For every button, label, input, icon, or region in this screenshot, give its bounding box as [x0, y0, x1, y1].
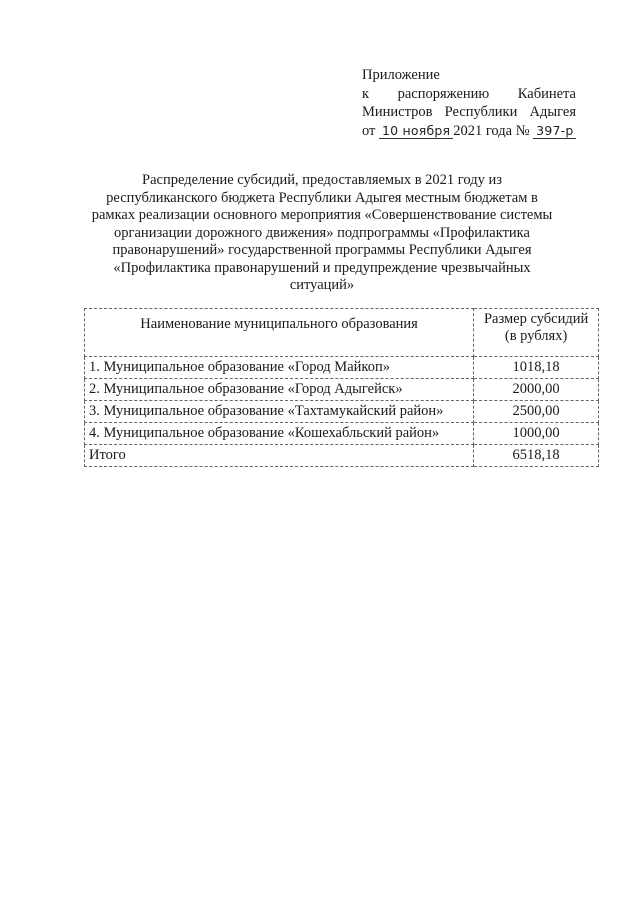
header-amount-line2: (в рублях)	[504, 328, 568, 344]
row-name: 1. Муниципальное образование «Город Майкоп»	[85, 357, 474, 379]
handwritten-number: 397-р	[533, 123, 576, 139]
appendix-line-2	[362, 85, 576, 104]
table-header-row	[85, 309, 599, 357]
subsidy-table	[84, 308, 599, 467]
table-row	[85, 357, 599, 379]
row-name: 2. Муниципальное образование «Город Адыгейск»	[85, 379, 474, 401]
title-line: Распределение субсидий, предоставляемых в 2021 году из	[142, 172, 502, 188]
appendix-label: Приложение	[362, 67, 440, 83]
row-amount: 1018,18	[474, 357, 599, 379]
handwritten-date: 10 ноября	[379, 123, 453, 139]
title-line: ситуаций»	[289, 277, 355, 293]
appendix-word: к	[362, 85, 370, 102]
total-label: Итого	[85, 445, 474, 467]
appendix-word: Кабинета	[517, 85, 576, 102]
appendix-line-3	[362, 103, 576, 122]
title-line: организации дорожного движения» подпрограммы «Профилактика	[114, 224, 530, 241]
title-line: республиканского бюджета Республики Адыгея местным бюджетам в	[106, 189, 538, 206]
date-prefix: от	[362, 122, 376, 139]
row-amount: 1000,00	[474, 423, 599, 445]
appendix-date-line	[362, 122, 576, 141]
table-row	[85, 379, 599, 401]
row-name: 3. Муниципальное образование «Тахтамукайский район»	[85, 401, 474, 423]
row-amount: 2000,00	[474, 379, 599, 401]
table-total-row	[85, 445, 599, 467]
title-line: рамках реализации основного мероприятия «Совершенствование системы	[91, 207, 553, 223]
header-amount	[474, 309, 599, 357]
header-name: Наименование муниципального образования	[85, 309, 474, 357]
table-row	[85, 423, 599, 445]
table-row	[85, 401, 599, 423]
header-amount-line1: Размер субсидий	[483, 311, 589, 327]
appendix-word: распоряжению	[397, 85, 490, 102]
date-year: 2021 года №	[453, 122, 530, 139]
title-line: «Профилактика правонарушений и предупреждение чрезвычайных	[113, 259, 531, 276]
document-title	[82, 172, 562, 295]
title-line: правонарушений» государственной программы Республики Адыгея	[112, 242, 532, 258]
appendix-word: Министров	[362, 104, 433, 120]
appendix-block	[362, 66, 576, 140]
row-name: 4. Муниципальное образование «Кошехабльский район»	[85, 423, 474, 445]
row-amount: 2500,00	[474, 401, 599, 423]
total-amount: 6518,18	[474, 445, 599, 467]
appendix-word: Республики	[444, 104, 518, 120]
appendix-word: Адыгея	[529, 104, 576, 120]
